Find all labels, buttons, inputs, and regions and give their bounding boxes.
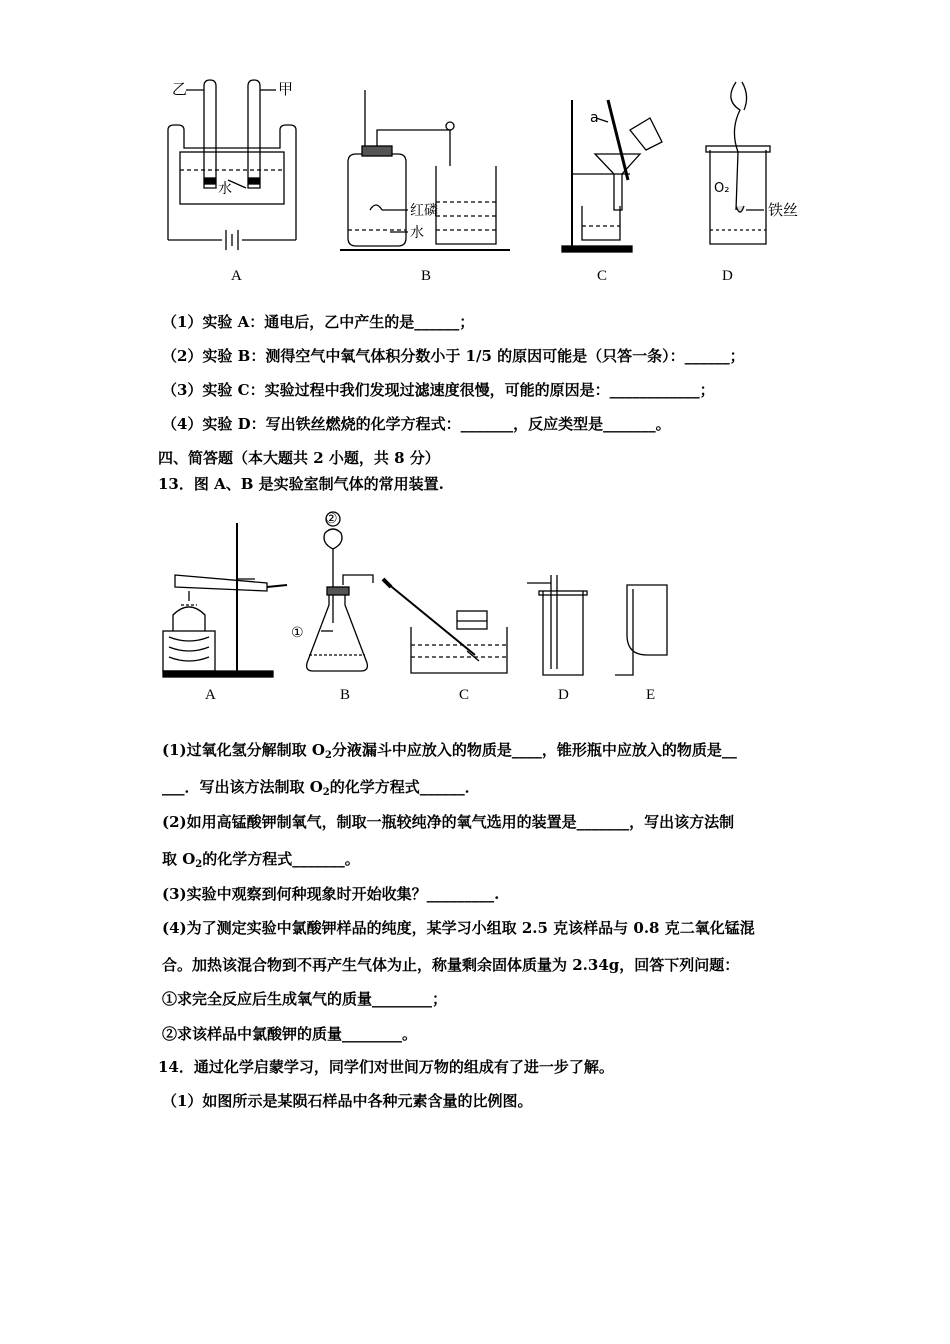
- experiment-apparatus-drawing: [150, 70, 830, 295]
- fig1-label-iron-wire: 铁丝: [768, 201, 799, 219]
- q13-p2b-sub: 2: [195, 859, 203, 870]
- fig1-label-yi: 乙: [172, 80, 188, 98]
- section-heading: 四、简答题（本大题共 2 小题，共 8 分）: [158, 449, 440, 467]
- gas-apparatus-drawing: [155, 505, 715, 685]
- q13-sub2: ②求该样品中氯酸钾的质量________。: [162, 1025, 418, 1043]
- fig2-caption-c: C: [459, 687, 470, 703]
- q12-part3: （3）实验 C：实验过程中我们发现过滤速度很慢，可能的原因是：____________；: [162, 381, 715, 399]
- fig2-label-circle2: ②: [325, 511, 338, 527]
- q13-p1a-sub: 2: [324, 750, 332, 761]
- q13-part2-line2: [162, 849, 360, 875]
- q13-p1b-sub: 2: [322, 787, 330, 798]
- q13-p1b-pre: ___．写出该方法制取 O: [162, 778, 323, 796]
- q14-part1: （1）如图所示是某陨石样品中各种元素含量的比例图。: [162, 1092, 533, 1110]
- q13-part1-line1: [162, 740, 737, 766]
- fig2-caption-e: E: [646, 687, 656, 703]
- fig1-caption-c: C: [597, 268, 608, 284]
- q13-p1a-post: 分液漏斗中应放入的物质是____，锥形瓶中应放入的物质是__: [331, 741, 737, 759]
- fig1-label-red-phosphorus: 红磷: [410, 203, 438, 219]
- fig2-caption-a: A: [205, 687, 216, 703]
- q12-part1: （1）实验 A：通电后，乙中产生的是______；: [162, 313, 475, 331]
- fig2-caption-d: D: [558, 687, 569, 703]
- fig1-label-a: a: [590, 110, 599, 126]
- q13-part4-line1: (4)为了测定实验中氯酸钾样品的纯度，某学习小组取 2.5 克该样品与 0.8 克二氧化锰混: [162, 919, 755, 937]
- fig1-caption-a: A: [231, 268, 242, 284]
- q13-part2-line1: (2)如用高锰酸钾制氧气，制取一瓶较纯净的氧气选用的装置是_______，写出该方法制: [162, 813, 735, 831]
- fig1-caption-d: D: [722, 268, 733, 284]
- q12-part4: （4）实验 D：写出铁丝燃烧的化学方程式：_______，反应类型是_______。: [162, 415, 671, 433]
- q12-part2: （2）实验 B：测得空气中氧气体积分数小于 1/5 的原因可能是（只答一条）：______；: [162, 347, 745, 365]
- fig2-caption-b: B: [340, 687, 351, 703]
- q13-p2b-pre: 取 O: [162, 850, 196, 868]
- q13-stem: 13．图 A、B 是实验室制气体的常用装置.: [158, 475, 444, 493]
- q14-stem: 14．通过化学启蒙学习，同学们对世间万物的组成有了进一步了解。: [158, 1058, 614, 1076]
- q13-part4-line2: 合。加热该混合物到不再产生气体为止，称量剩余固体质量为 2.34g，回答下列问题：: [162, 956, 740, 974]
- figure-experiments-abcd: [150, 70, 830, 295]
- q13-sub1: ①求完全反应后生成氧气的质量________；: [162, 990, 448, 1008]
- fig1-label-jia: 甲: [278, 80, 294, 98]
- q13-part3: (3)实验中观察到何种现象时开始收集？_________.: [162, 885, 500, 903]
- fig1-caption-b: B: [421, 268, 432, 284]
- fig1-label-water-a: 水: [218, 181, 232, 197]
- q13-p1b-post: 的化学方程式______．: [329, 778, 480, 796]
- q13-p2b-post: 的化学方程式_______。: [202, 850, 360, 868]
- figure-gas-apparatus-abcde: [155, 505, 715, 685]
- q13-part1-line2: [162, 777, 480, 803]
- fig2-label-circle1: ①: [291, 625, 304, 641]
- fig1-label-o2: O₂: [714, 181, 730, 196]
- fig1-label-water-b: 水: [410, 225, 424, 241]
- q13-p1a-pre: (1)过氧化氢分解制取 O: [162, 741, 325, 759]
